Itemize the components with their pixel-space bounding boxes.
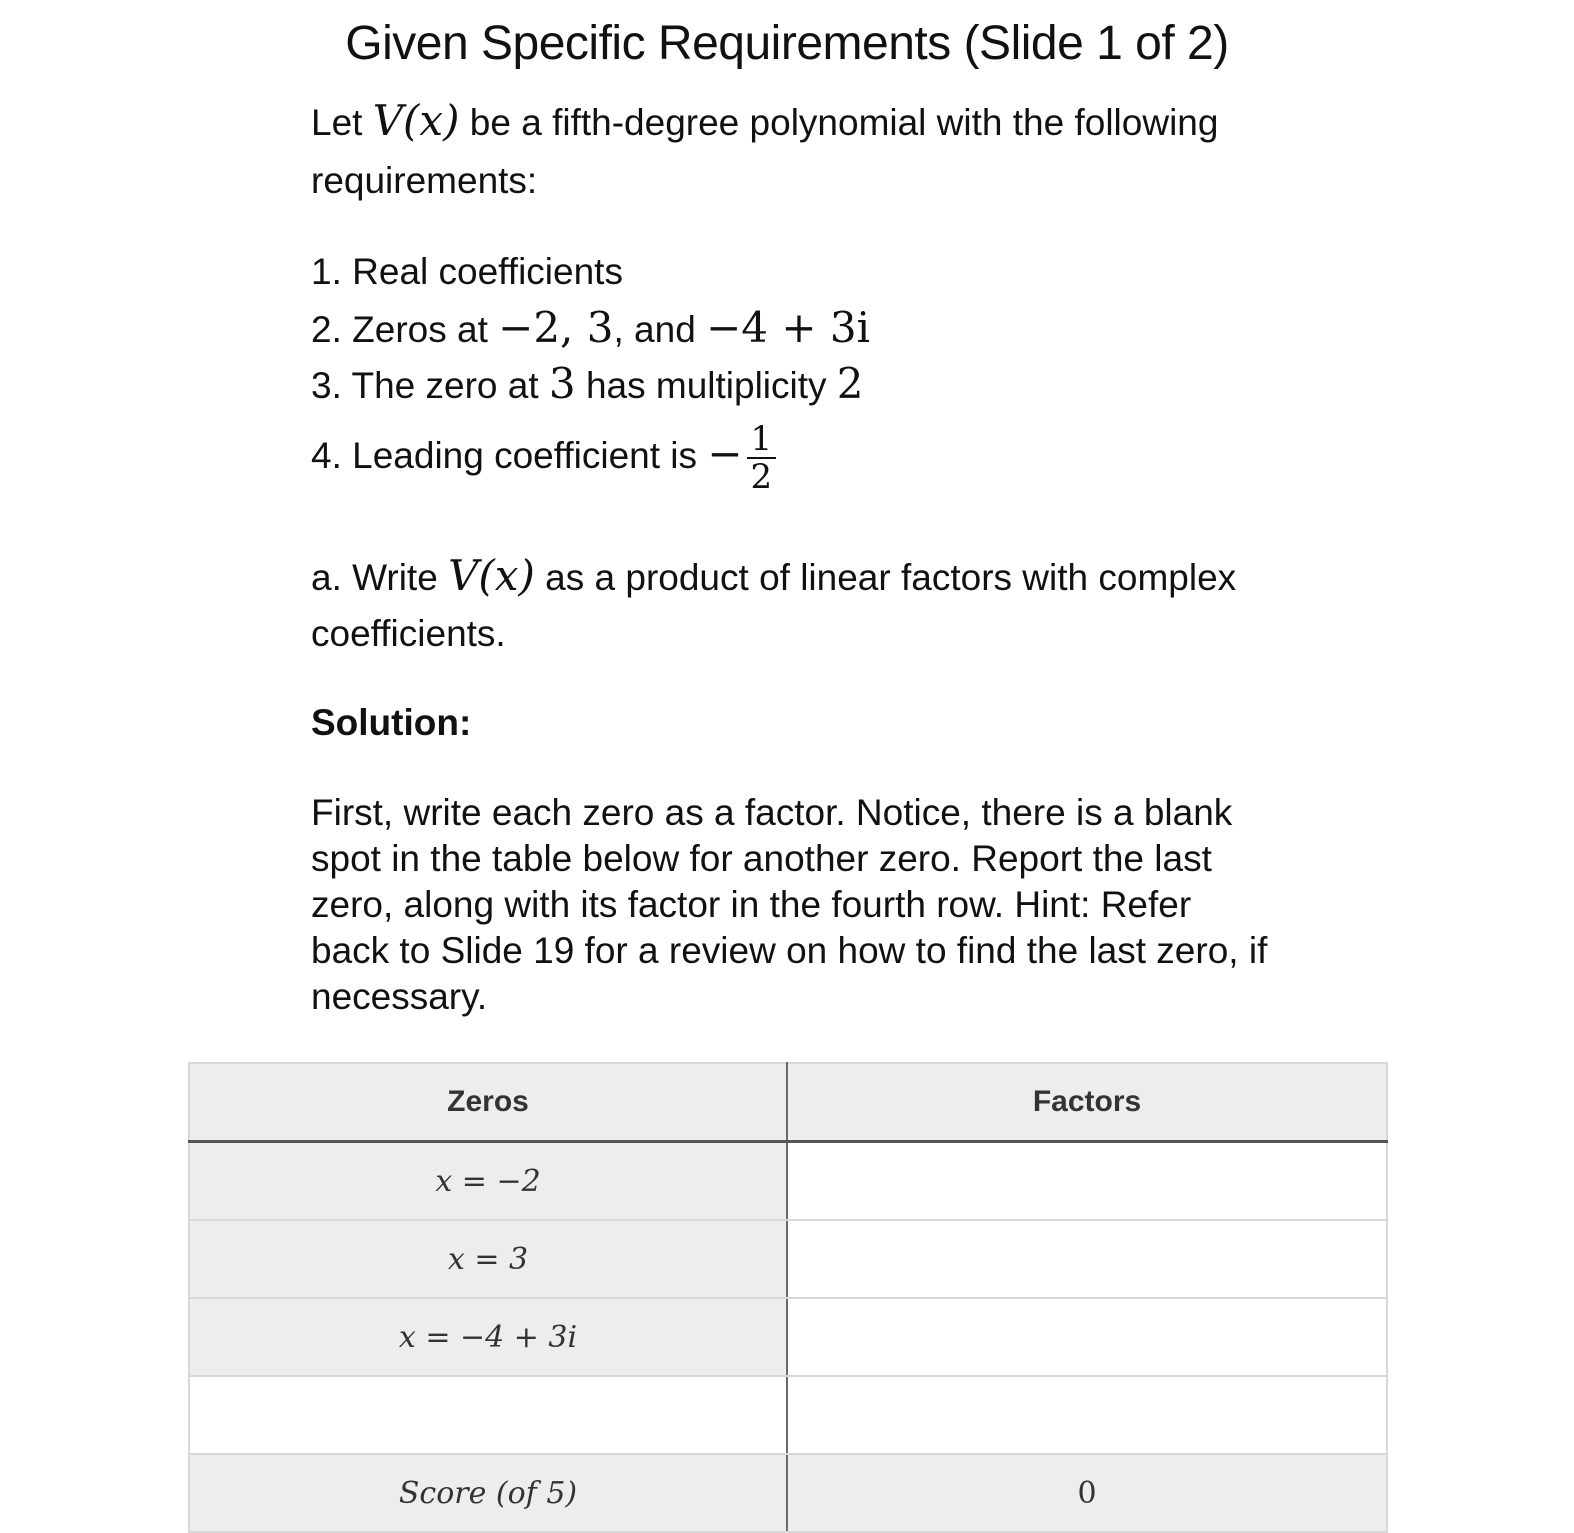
part-a-function: V(x) bbox=[448, 551, 535, 600]
solution-heading: Solution: bbox=[311, 702, 472, 743]
requirement-number: 3. bbox=[311, 365, 342, 406]
intro-function: V(x) bbox=[372, 96, 460, 145]
requirement-1 bbox=[311, 244, 1271, 300]
intro-prefix: Let bbox=[311, 102, 363, 143]
zero-cell: x = −2 bbox=[189, 1142, 787, 1221]
zeros-factors-table bbox=[188, 1062, 1388, 1533]
requirement-number: 4. bbox=[311, 435, 342, 476]
header-factors: Factors bbox=[787, 1063, 1387, 1142]
fraction-denominator: 2 bbox=[750, 457, 773, 498]
factor-input-cell[interactable] bbox=[787, 1376, 1387, 1454]
table-row bbox=[189, 1376, 1387, 1454]
score-label: Score (of 5) bbox=[189, 1454, 787, 1532]
explanation-paragraph: First, write each zero as a factor. Notice, there is a blank spot in the table below for another zero. Report the last zero, along with its factor in the fourth row. Hint: Refer back to Slide 19 for a review on how to find the last zero, if necessary. bbox=[311, 792, 1268, 1017]
zero-cell: x = −4 + 3i bbox=[189, 1298, 787, 1376]
requirement-3 bbox=[311, 356, 1271, 412]
table-row bbox=[189, 1142, 1387, 1221]
intro-suffix: be a fifth-degree polynomial with the following requirements: bbox=[311, 102, 1219, 201]
table-row bbox=[189, 1298, 1387, 1376]
requirement-number: 2. bbox=[311, 309, 342, 350]
requirement-text: has multiplicity bbox=[585, 365, 827, 406]
factor-input-cell[interactable] bbox=[787, 1298, 1387, 1376]
score-value: 0 bbox=[787, 1454, 1387, 1532]
requirement-text: Real coefficients bbox=[352, 251, 623, 292]
part-a-suffix: as a product of linear factors with complex coefficients. bbox=[311, 557, 1237, 654]
requirement-math: −2, 3 bbox=[498, 303, 614, 352]
page-title: Given Specific Requirements (Slide 1 of 2) bbox=[345, 17, 1229, 70]
intro-paragraph bbox=[311, 92, 1271, 210]
fraction-sign: − bbox=[707, 429, 743, 478]
fraction bbox=[747, 419, 777, 498]
requirement-number: 1. bbox=[311, 251, 342, 292]
requirement-text: , and bbox=[613, 309, 696, 350]
zero-input-cell[interactable] bbox=[189, 1376, 787, 1454]
requirement-text: Leading coefficient is bbox=[352, 435, 698, 476]
fraction-numerator: 1 bbox=[747, 421, 777, 459]
requirements-list bbox=[311, 244, 1271, 496]
requirement-text: Zeros at bbox=[352, 309, 488, 350]
zero-cell: x = 3 bbox=[189, 1220, 787, 1298]
score-row bbox=[189, 1454, 1387, 1532]
requirement-4 bbox=[311, 412, 1271, 496]
requirement-text: The zero at bbox=[351, 365, 539, 406]
requirement-2 bbox=[311, 300, 1271, 356]
header-zeros: Zeros bbox=[189, 1063, 787, 1142]
table-header-row bbox=[189, 1063, 1387, 1142]
factor-input-cell[interactable] bbox=[787, 1220, 1387, 1298]
part-a-question bbox=[311, 548, 1271, 662]
part-a-prefix: a. Write bbox=[311, 557, 438, 598]
requirement-math: 2 bbox=[836, 359, 864, 408]
requirement-math: 3 bbox=[548, 359, 576, 408]
requirement-math: −4 + 3i bbox=[706, 303, 871, 352]
factor-input-cell[interactable] bbox=[787, 1142, 1387, 1221]
table-row bbox=[189, 1220, 1387, 1298]
